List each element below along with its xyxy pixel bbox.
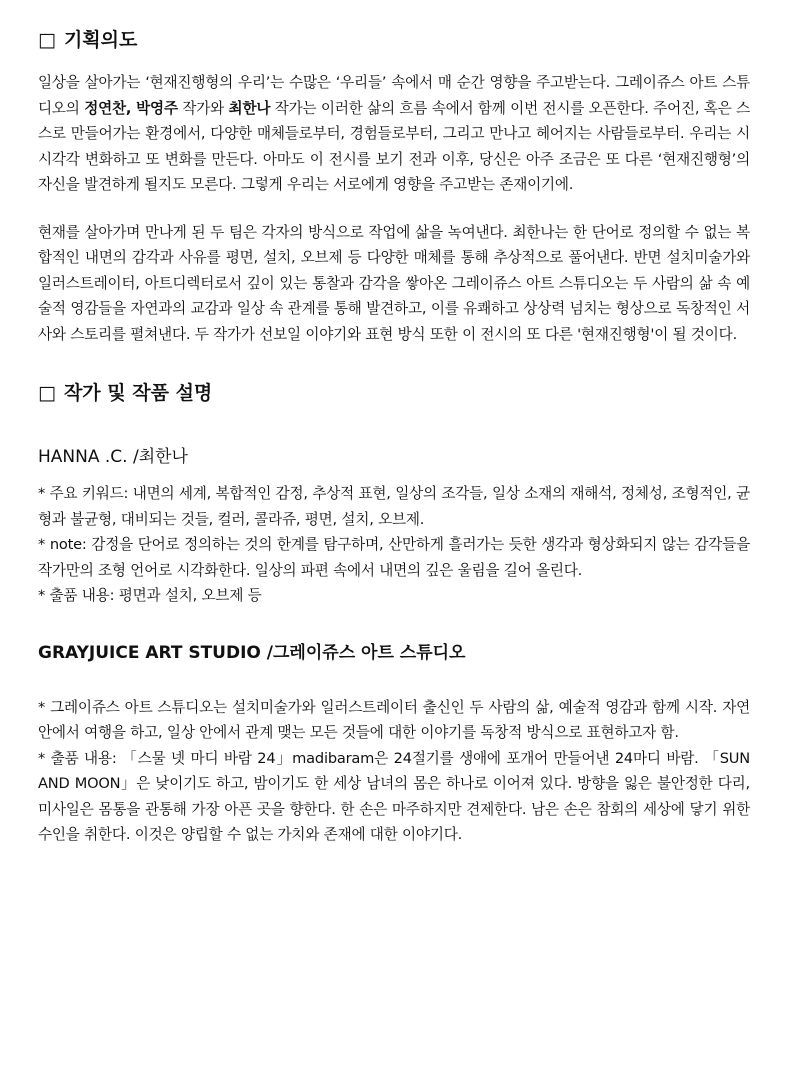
section-heading-artists: [38, 379, 750, 407]
artist-name-grayjuice: GRAYJUICE ART STUDIO /그레이쥬스 아트 스튜디오: [38, 642, 466, 663]
artist-name-hanna: HANNA .C. /최한나: [38, 447, 188, 467]
list-item: * 그레이쥬스 아트 스튜디오는 설치미술가와 일러스트레이터 출신인 두 사람의 삶, 예술적 영감과 함께 시작. 자연 안에서 여행을 하고, 일상 안에서 관계 맺는 모든 것들에 대한 이야기를 독창적 방식으로 표현하고자 함.: [38, 698, 750, 741]
list-item: * 출품 내용: 「스물 넷 마디 바람 24」madibaram은 24절기를 생애에 포개어 만들어낸 24마디 바람. 「SUN AND MOON」은 낮이기도 하고, 밤이기도 한 세상 남녀의 몸은 하나로 이어져 있다. 방향을 잃은 불안정한 다리, 미사일은 몸통을 관통해 가장 아픈 곳을 향한다. 한 손은 마주하지만 견제한다. 남은 손은 참회의 세상에 닿기 위한 수인을 취한다. 이것은 양립할 수 없는 가치와 존재에 대한 이야기다.: [38, 749, 750, 843]
artist-hanna-details: [38, 481, 750, 609]
section-title: 작가 및 작품 설명: [63, 382, 213, 404]
intro-paragraph-1: [38, 70, 750, 198]
paragraph-text: 작가는 이러한 삶의 흐름 속에서 함께 이번 전시를 오픈한다. 주어진, 혹은 스스로 만들어가는 환경에서, 다양한 매체들로부터, 경험들로부터, 그리고 만나고 헤어지는 사람들로부터. 우리는 시시각각 변화하고 또 변화를 만든다. 아마도 이 전시를 보기 전과 이후, 당신은 아주 조금은 또 다른 ‘현재진행형’의 자신을 발견하게 될지도 모른다. 그렇게 우리는 서로에게 영향을 주고받는 존재이기에.: [38, 99, 750, 193]
artist-grayjuice-details: [38, 695, 750, 848]
square-bullet-icon: □: [38, 29, 56, 51]
document-page: [38, 26, 750, 848]
list-item: * 출품 내용: 평면과 설치, 오브제 등: [38, 587, 262, 604]
section-heading-planning: [38, 26, 750, 54]
artist-name-bold: 최한나: [228, 99, 271, 117]
section-title: 기획의도: [63, 29, 138, 51]
square-bullet-icon: □: [38, 382, 56, 404]
paragraph-text: 작가와: [177, 99, 229, 117]
list-item: * 주요 키워드: 내면의 세계, 복합적인 감정, 추상적 표현, 일상의 조각들, 일상 소재의 재해석, 정체성, 조형적인, 균형과 불균형, 대비되는 것들, 컬러, 콜라쥬, 평면, 설치, 오브제.: [38, 485, 750, 528]
paragraph-text: 일상을 살아가는 ‘현재진행형의 우리’는 수많은 ‘우리들’ 속에서 매 순간 영향을 주고받는다. 그레이쥬스 아트 스튜디오의: [38, 74, 750, 117]
artist-names-bold: 정연찬, 박영주: [84, 99, 178, 117]
intro-paragraph-2: 현재를 살아가며 만나게 된 두 팀은 각자의 방식으로 작업에 삶을 녹여낸다. 최한나는 한 단어로 정의할 수 없는 복합적인 내면의 감각과 사유를 평면, 설치, 오브제 등 다양한 매체를 통해 추상적으로 풀어낸다. 반면 설치미술가와 일러스트레이터, 아트디렉터로서 깊이 있는 통찰과 감각을 쌓아온 그레이쥬스 아트 스튜디오는 두 사람의 삶 속 예술적 영감들을 자연과의 교감과 일상 속 관계를 통해 발견하고, 이를 유쾌하고 상상력 넘치는 형상으로 독창적인 서사와 스토리를 펼쳐낸다. 두 작가가 선보일 이야기와 표현 방식 또한 이 전시의 또 다른 '현재진행형'이 될 것이다.: [38, 223, 750, 343]
list-item: * note: 감정을 단어로 정의하는 것의 한계를 탐구하며, 산만하게 흘러가는 듯한 생각과 형상화되지 않는 감각들을 작가만의 조형 언어로 시각화한다. 일상의 파편 속에서 내면의 깊은 울림을 길어 올린다.: [38, 536, 750, 579]
